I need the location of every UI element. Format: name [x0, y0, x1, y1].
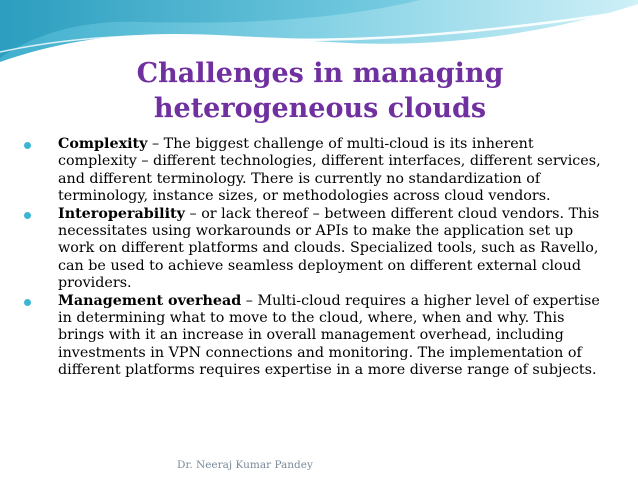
bullet-term: Complexity [58, 136, 148, 152]
bullet-complexity [12, 136, 608, 206]
bullet-text: – Multi-cloud requires a higher level of expertise in determining what to move to the cloud, where, when and why. This brings with it an increase in overall management overhead, including investments in VPN connections and monitoring. The implementation of different platforms requires expertise in a more diverse range of subjects. [58, 292, 600, 379]
bullet-dot-icon [24, 212, 31, 219]
slide-title: Challenges in managing heterogeneous clouds [136, 58, 504, 124]
bullet-dot-icon [24, 299, 31, 306]
bullet-text: – or lack thereof – between different cloud vendors. This necessitates using workarounds or APIs to make the application set up work on different platforms and clouds. Specialized tools, such as Ravello, can be used to achieve seamless deployment on different external cloud providers. [58, 205, 600, 292]
footer-author: Dr. Neeraj Kumar Pandey [177, 459, 313, 471]
bullet-term: Management overhead [58, 292, 242, 309]
bullet-text: – The biggest challenge of multi-cloud is its inherent complexity – different technologies, different interfaces, different services, and different terminology. There is currently no standardization of terminology, instance sizes, or methodologies across cloud vendors. [58, 136, 601, 205]
bullet-list [12, 136, 608, 380]
bullet-dot-icon [24, 142, 31, 149]
bullet-interoperability [12, 206, 608, 293]
bullet-management-overhead [12, 293, 608, 380]
bullet-term: Interoperability [58, 205, 185, 222]
